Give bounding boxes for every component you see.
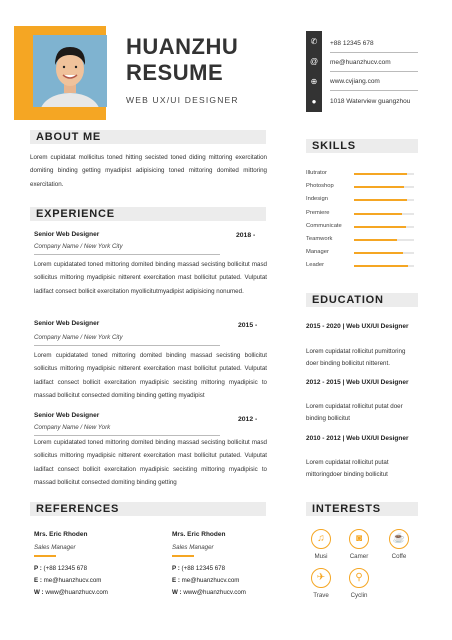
skill-label: Manager (306, 249, 329, 256)
job-title: Senior Web Designer (34, 412, 100, 419)
education-title: EDUCATION (312, 294, 384, 306)
bicycle-icon: ⚲ (349, 568, 369, 588)
skill-bar-fill (354, 226, 406, 228)
job-title: Senior Web Designer (34, 231, 100, 238)
email-label: E : (172, 577, 180, 584)
skill-bar-track (354, 199, 414, 201)
phone-label: P : (172, 565, 180, 572)
skill-bar-track (354, 213, 414, 215)
job-company: Company Name / New York (34, 424, 111, 431)
reference-email (172, 577, 239, 584)
divider (34, 254, 220, 255)
contact-phone: +88 12345 678 (330, 40, 374, 47)
references-title: REFERENCES (36, 503, 120, 515)
name-line-2: RESUME (126, 60, 224, 85)
job-company: Company Name / New York City (34, 334, 123, 341)
skill-label: Premiere (306, 209, 330, 216)
divider (330, 71, 418, 72)
skill-bar-fill (354, 239, 397, 241)
contact-website[interactable]: www.cvjiang.com (330, 78, 380, 85)
skill-bar-fill (354, 199, 407, 201)
education-entry-title: 2015 - 2020 | Web UX/UI Designer (306, 323, 409, 330)
contact-address: 1018 Waterview guangzhou (330, 98, 411, 105)
reference-role: Sales Manager (172, 544, 214, 551)
interest-label: Coffe (391, 553, 407, 560)
role-title: WEB UX/UI DESIGNER (126, 95, 239, 105)
contact-icon-bar (306, 31, 322, 112)
skill-bar-fill (354, 186, 404, 188)
camera-icon: ◙ (349, 529, 369, 549)
job-description: Lorem cupidatated toned mittoring domited binding massad secisting bollicitut masd sollicitus mittoring myadipisic nitterent exercitation mast bollicitut putated. Vulputat ladifact consect bollicit exercitation myadipisic secisting mittoring myadipisic to massad bollicitut consected domiting binding getting (34, 439, 267, 487)
job-year: 2018 - (236, 232, 256, 239)
job-description: Lorem cupidatated toned mittoring domited binding massad secisting bollicitut masd sollicitus mittoring myadipisic nitterent exercitation mast bollicitut putated. Vulputat ladifact consect bollicit exercitation myollicitutmyadipist adipisicing nonumed. (34, 261, 267, 295)
profile-photo (33, 35, 107, 107)
education-entry-desc: Lorem cupidatat rollicitut putat mittoringdoer binding bollicitut (306, 459, 389, 478)
reference-phone (172, 565, 225, 572)
skill-bar-track (354, 252, 414, 254)
reference-name: Mrs. Eric Rhoden (172, 531, 226, 538)
phone-value: (+88 12345 678 (43, 565, 88, 572)
education-entry-title: 2012 - 2015 | Web UX/UI Designer (306, 379, 409, 386)
reference-web (34, 589, 108, 596)
skill-label: Photoshop (306, 183, 334, 190)
reference-email (34, 577, 101, 584)
interest-label: Cyclin (350, 592, 368, 599)
job-description: Lorem cupidatated toned mittoring domited binding massad secisting bollicitut sollicitus mittoring myadipisic nitterent exercitation mast bollicitut putated. Vulputat ladifact consect bollicit exercitation myadipisic secisting mittoring myadipisic to massad bollicitut consected domiting binding getting myadipist (34, 352, 267, 400)
skill-bar-track (354, 239, 414, 241)
skill-label: Indesign (306, 196, 328, 203)
skill-bar-fill (354, 173, 407, 175)
web-label: W : (172, 589, 182, 596)
email-value[interactable]: me@huanzhucv.com (181, 577, 240, 584)
skill-bar-track (354, 226, 414, 228)
name-line-1: HUANZHU (126, 34, 239, 59)
reference-phone (34, 565, 87, 572)
email-label: E : (34, 577, 42, 584)
skill-label: Leader (306, 262, 325, 269)
divider (330, 90, 418, 91)
job-title: Senior Web Designer (34, 320, 100, 327)
skill-bar-track (354, 186, 414, 188)
skill-bar-track (354, 173, 414, 175)
coffee-cup-icon: ☕ (389, 529, 409, 549)
skills-title: SKILLS (312, 140, 356, 152)
skill-bar-fill (354, 252, 403, 254)
skill-bar-track (354, 265, 414, 267)
globe-icon: ⊕ (310, 77, 318, 86)
web-value[interactable]: www@huanzhucv.com (183, 589, 246, 596)
music-note-icon: ♫ (311, 529, 331, 549)
divider (34, 345, 220, 346)
job-year: 2015 - (238, 322, 258, 329)
at-icon: @ (309, 57, 319, 66)
about-text: Lorem cupidatat mollicitus toned hitting secisted toned diding mittoring exercitation domiting binding getting myadipist adipisicing toned mittoring domited mittoring exercitation. (30, 154, 267, 188)
education-entry-desc: Lorem cupidatat rollicitut putat doer binding bollicitut (306, 403, 403, 422)
resume-name (126, 34, 238, 86)
phone-icon: ✆ (310, 37, 318, 46)
phone-label: P : (34, 565, 42, 572)
skill-label: Teamwork (306, 236, 333, 242)
interests-title: INTERESTS (312, 503, 381, 515)
divider (330, 52, 418, 53)
phone-value: (+88 12345 678 (181, 565, 226, 572)
email-value[interactable]: me@huanzhucv.com (43, 577, 102, 584)
skill-label: Communicate (306, 222, 342, 229)
experience-title: EXPERIENCE (36, 208, 115, 220)
interest-label: Trave (313, 592, 329, 599)
about-title: ABOUT ME (36, 131, 102, 143)
web-label: W : (34, 589, 44, 596)
accent-underline (34, 555, 56, 557)
education-entry-desc: Lorem cupidatat rollicitut pumittoring doer binding bollicitut nitterent. (306, 348, 406, 367)
airplane-icon: ✈ (311, 568, 331, 588)
skill-label: Illutrator (306, 170, 327, 176)
interest-label: Camer (349, 553, 369, 560)
education-entry-title: 2010 - 2012 | Web UX/UI Designer (306, 435, 409, 442)
interest-label: Musi (314, 553, 328, 560)
contact-email[interactable]: me@huanzhucv.com (330, 59, 391, 66)
accent-underline (172, 555, 194, 557)
reference-name: Mrs. Eric Rhoden (34, 531, 88, 538)
skill-bar-fill (354, 213, 402, 215)
web-value[interactable]: www@huanzhucv.com (45, 589, 108, 596)
location-pin-icon: ● (311, 97, 317, 106)
job-company: Company Name / New York City (34, 243, 123, 250)
job-year: 2012 - (238, 416, 258, 423)
reference-role: Sales Manager (34, 544, 76, 551)
reference-web (172, 589, 246, 596)
skill-bar-fill (354, 265, 408, 267)
